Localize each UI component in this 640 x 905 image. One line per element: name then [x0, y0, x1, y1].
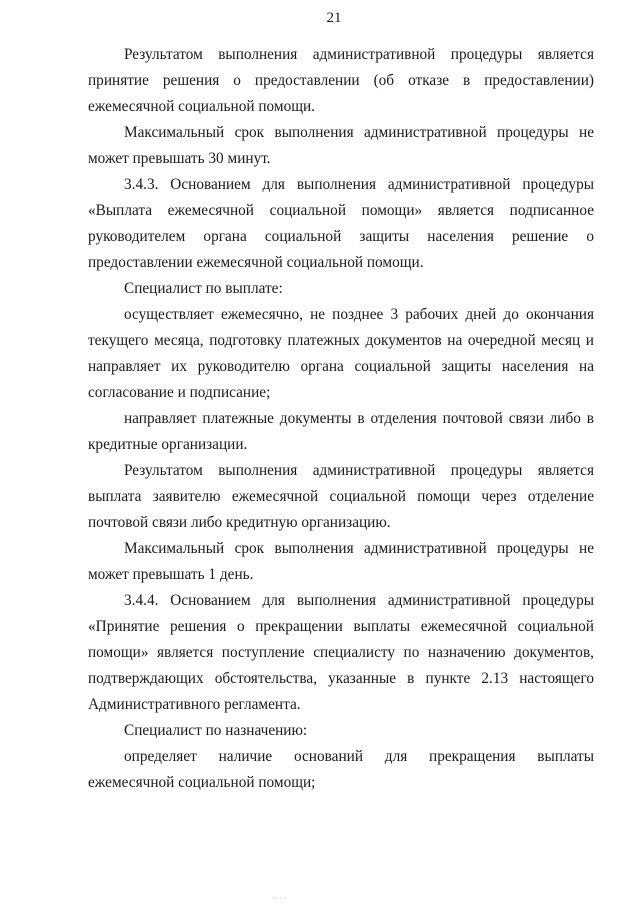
- paragraph-payment-specialist: Специалист по выплате:: [124, 280, 283, 297]
- paragraph-result-decision: Результатом выполнения административной процедуры является принятие решения о предоставлении (об отказе в предоставлении) ежемесячной социальной помощи.: [88, 46, 594, 115]
- paragraph-send-documents: направляет платежные документы в отделения почтовой связи либо в кредитные организации.: [88, 410, 594, 453]
- scan-footer-mark: ····: [272, 894, 287, 903]
- paragraph-3-4-4: 3.4.4. Основанием для выполнения административной процедуры «Принятие решения о прекращении выплаты ежемесячной социальной помощи» является поступление специалисту по назначению документов, подтверждающих обстоятельства, указанные в пункте 2.13 настоящего Административного регламента.: [88, 592, 594, 713]
- paragraph-3-4-3: 3.4.3. Основанием для выполнения административной процедуры «Выплата ежемесячной социальной помощи» является подписанное руководителем органа социальной защиты населения решение о предоставлении ежемесячной социальной помощи.: [88, 176, 594, 271]
- page-number: 21: [326, 10, 342, 26]
- paragraph-result-payment: Результатом выполнения административной процедуры является выплата заявителю ежемесячной социальной помощи через отделение почтовой связи либо кредитную организацию.: [88, 462, 594, 531]
- paragraph-max-time-30: Максимальный срок выполнения административной процедуры не может превышать 30 минут.: [88, 124, 594, 167]
- paragraph-determine-grounds: определяет наличие оснований для прекращения выплаты ежемесячной социальной помощи;: [88, 748, 594, 791]
- paragraph-max-time-1-day: Максимальный срок выполнения административной процедуры не может превышать 1 день.: [88, 540, 594, 583]
- document-body: [88, 42, 594, 796]
- paragraph-monthly-preparation: осуществляет ежемесячно, не позднее 3 рабочих дней до окончания текущего месяца, подготовку платежных документов на очередной месяц и направляет их руководителю органа социальной защиты населения на согласование и подписание;: [88, 306, 594, 401]
- paragraph-assignment-specialist: Специалист по назначению:: [124, 722, 308, 739]
